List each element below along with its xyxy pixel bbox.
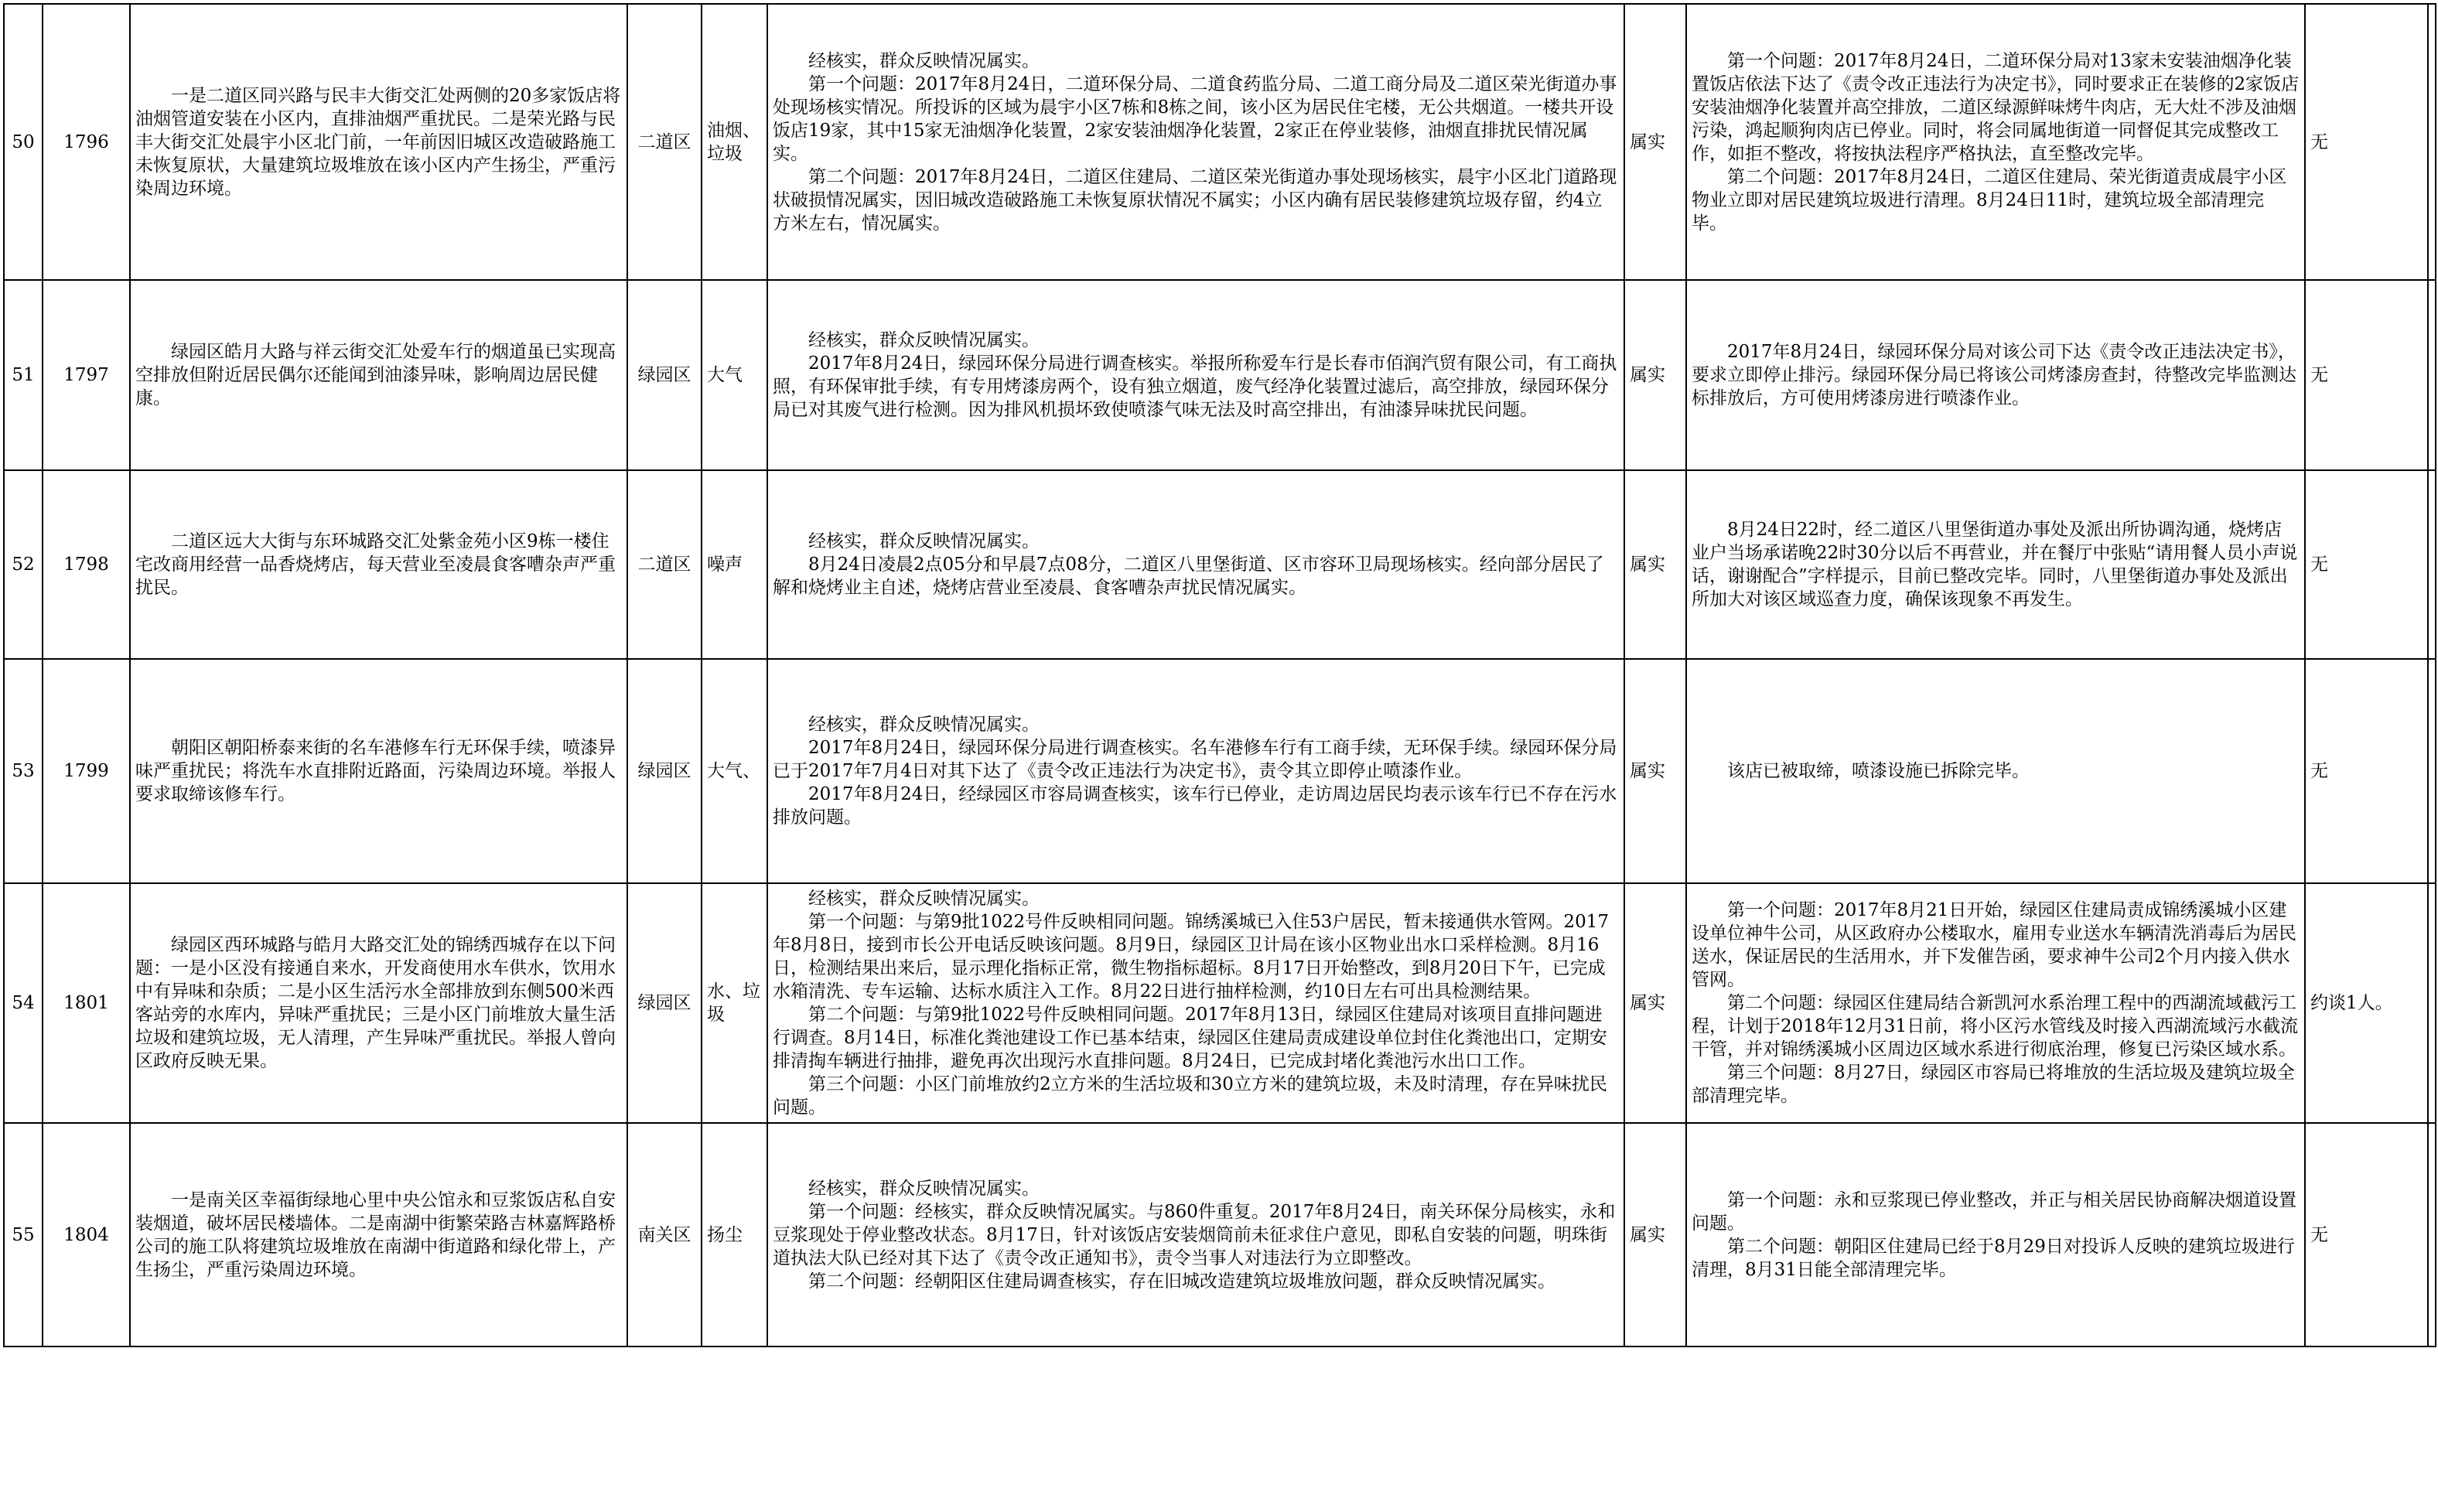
case-id: 1804 bbox=[43, 1123, 130, 1346]
pollution-type: 噪声 bbox=[702, 470, 767, 659]
investigation-result-paragraph: 第一个问题：与第9批1022号件反映相同问题。锦绣溪城已入住53户居民，暂未接通供水管网。2017年8月8日，接到市长公开电话反映该问题。8月9日，绿园区卫计局在该小区物业出水口采样检测。8月16日，检测结果出来后，显示理化指标正常，微生物指标超标。8月17日开始整改，到8月20日下午，已完成水箱清洗、专车运输、达标水质注入工作。8月22日进行抽样检测，约10日左右可出具检测结果。 bbox=[773, 912, 1609, 1002]
investigation-result-paragraph: 第三个问题：小区门前堆放约2立方米的生活垃圾和30立方米的建筑垃圾，未及时清理，存在异味扰民问题。 bbox=[773, 1074, 1607, 1118]
district: 绿园区 bbox=[627, 659, 702, 883]
investigation-result-paragraph: 第二个问题：与第9批1022号件反映相同问题。2017年8月13日，绿园区住建局对该项目直排问题进行调查。8月14日，标准化粪池建设工作已基本结束，绿园区住建局责成建设单位封住化粪池出口，定期安排清掏车辆进行抽排，避免再次出现污水直排问题。8月24日，已完成封堵化粪池污水出口工作。 bbox=[773, 1005, 1607, 1071]
row-number: 55 bbox=[4, 1123, 43, 1346]
handling-result bbox=[1686, 883, 2305, 1123]
complaint-content-paragraph: 二道区远大大街与东环城路交汇处紫金苑小区9栋一楼住宅改商用经营一品香烧烤店，每天营业至凌晨食客嘈杂声严重扰民。 bbox=[135, 531, 616, 598]
district: 二道区 bbox=[627, 4, 702, 280]
blank-column bbox=[2428, 4, 2436, 280]
verdict: 属实 bbox=[1624, 1123, 1686, 1346]
handling-result bbox=[1686, 280, 2305, 470]
investigation-result bbox=[767, 883, 1624, 1123]
table-row bbox=[4, 4, 2436, 280]
complaint-content-paragraph: 朝阳区朝阳桥泰来街的名车港修车行无环保手续，喷漆异味严重扰民；将洗车水直排附近路面，污染周边环境。举报人要求取缔该修车行。 bbox=[135, 738, 616, 804]
handling-result-paragraph: 第二个问题：2017年8月24日，二道区住建局、荣光街道责成晨宇小区物业立即对居民建筑垃圾进行清理。8月24日11时，建筑垃圾全部清理完毕。 bbox=[1692, 166, 2287, 234]
complaint-content bbox=[130, 470, 627, 659]
handling-result-paragraph: 第一个问题：永和豆浆现已停业整改，并正与相关居民协商解决烟道设置问题。 bbox=[1692, 1189, 2296, 1234]
handling-result-paragraph: 2017年8月24日，绿园环保分局对该公司下达《责令改正违法决定书》，要求立即停止排污。绿园环保分局已将该公司烤漆房查封，待整改完毕监测达标排放后，方可使用烤漆房进行喷漆作业。 bbox=[1692, 342, 2296, 408]
investigation-result-paragraph: 2017年8月24日，绿园环保分局进行调查核实。举报所称爱车行是长春市佰润汽贸有限公司，有工商执照，有环保审批手续，有专用烤漆房两个，设有独立烟道，废气经净化装置过滤后，高空排放，绿园环保分局已对其废气进行检测。因为排风机损坏致使喷漆气味无法及时高空排出，有油漆异味扰民问题。 bbox=[773, 353, 1617, 420]
verdict: 属实 bbox=[1624, 883, 1686, 1123]
investigation-result-paragraph: 第一个问题：2017年8月24日，二道环保分局、二道食药监分局、二道工商分局及二道区荣光街道办事处现场核实情况。所投诉的区域为晨宇小区7栋和8栋之间，该小区为居民住宅楼，无公共烟道。一楼共开设饭店19家，其中15家无油烟净化装置，2家安装油烟净化装置，2家正在停业装修，油烟直排扰民情况属实。 bbox=[773, 73, 1617, 164]
verdict: 属实 bbox=[1624, 470, 1686, 659]
complaint-content bbox=[130, 1123, 627, 1346]
pollution-type: 大气、 bbox=[702, 659, 767, 883]
handling-result bbox=[1686, 659, 2305, 883]
investigation-result bbox=[767, 280, 1624, 470]
accountability: 无 bbox=[2305, 659, 2428, 883]
accountability: 无 bbox=[2305, 280, 2428, 470]
investigation-result bbox=[767, 1123, 1624, 1346]
investigation-result-paragraph: 第二个问题：2017年8月24日，二道区住建局、二道区荣光街道办事处现场核实，晨宇小区北门道路现状破损情况属实，因旧城改造破路施工未恢复原状情况不属实；小区内确有居民装修建筑垃圾存留，约4立方米左右，情况属实。 bbox=[773, 166, 1617, 234]
blank-column bbox=[2428, 659, 2436, 883]
investigation-result-paragraph: 经核实，群众反映情况属实。 bbox=[808, 715, 1040, 735]
blank-column bbox=[2428, 470, 2436, 659]
table-row bbox=[4, 470, 2436, 659]
accountability: 无 bbox=[2305, 470, 2428, 659]
handling-result-paragraph: 第二个问题：朝阳区住建局已经于8月29日对投诉人反映的建筑垃圾进行清理，8月31日能全部清理完毕。 bbox=[1692, 1236, 2295, 1280]
row-number: 50 bbox=[4, 4, 43, 280]
investigation-result bbox=[767, 4, 1624, 280]
complaint-content-paragraph: 一是南关区幸福街绿地心里中央公馆永和豆浆饭店私自安装烟道，破坏居民楼墙体。二是南湖中街繁荣路吉林嘉辉路桥公司的施工队将建筑垃圾堆放在南湖中街道路和绿化带上，产生扬尘，严重污染周边环境。 bbox=[135, 1189, 616, 1280]
complaint-content bbox=[130, 280, 627, 470]
table-row bbox=[4, 280, 2436, 470]
case-id: 1796 bbox=[43, 4, 130, 280]
complaint-content bbox=[130, 4, 627, 280]
handling-result-paragraph: 第三个问题：8月27日，绿园区市容局已将堆放的生活垃圾及建筑垃圾全部清理完毕。 bbox=[1692, 1063, 2295, 1106]
district: 绿园区 bbox=[627, 883, 702, 1123]
investigation-result-paragraph: 第二个问题：经朝阳区住建局调查核实，存在旧城改造建筑垃圾堆放问题，群众反映情况属实。 bbox=[808, 1271, 1555, 1292]
investigation-result-paragraph: 2017年8月24日，绿园环保分局进行调查核实。名车港修车行有工商手续，无环保手续。绿园环保分局已于2017年7月4日对其下达了《责令改正违法行为决定书》，责令其立即停止喷漆作业。 bbox=[773, 738, 1617, 781]
accountability: 约谈1人。 bbox=[2305, 883, 2428, 1123]
blank-column bbox=[2428, 1123, 2436, 1346]
verdict: 属实 bbox=[1624, 4, 1686, 280]
complaint-content-paragraph: 绿园区西环城路与皓月大路交汇处的锦绣西城存在以下问题：一是小区没有接通自来水，开发商使用水车供水，饮用水中有异味和杂质；二是小区生活污水全部排放到东侧500米西客站旁的水库内，异味严重扰民；三是小区门前堆放大量生活垃圾和建筑垃圾，无人清理，产生异味严重扰民。举报人曾向区政府反映无果。 bbox=[135, 935, 616, 1071]
pollution-type: 油烟、垃圾 bbox=[702, 4, 767, 280]
investigation-result bbox=[767, 470, 1624, 659]
investigation-result bbox=[767, 659, 1624, 883]
complaint-content-paragraph: 绿园区皓月大路与祥云街交汇处爱车行的烟道虽已实现高空排放但附近居民偶尔还能闻到油漆异味，影响周边居民健康。 bbox=[135, 342, 616, 408]
case-id: 1798 bbox=[43, 470, 130, 659]
complaint-content bbox=[130, 659, 627, 883]
pollution-type: 扬尘 bbox=[702, 1123, 767, 1346]
table-row bbox=[4, 659, 2436, 883]
complaint-table bbox=[3, 3, 2436, 1347]
handling-result bbox=[1686, 470, 2305, 659]
pollution-type: 水、垃圾 bbox=[702, 883, 767, 1123]
district: 南关区 bbox=[627, 1123, 702, 1346]
row-number: 52 bbox=[4, 470, 43, 659]
verdict: 属实 bbox=[1624, 659, 1686, 883]
table-row bbox=[4, 883, 2436, 1123]
complaint-content bbox=[130, 883, 627, 1123]
investigation-result-paragraph: 2017年8月24日，经绿园区市容局调查核实，该车行已停业，走访周边居民均表示该车行已不存在污水排放问题。 bbox=[773, 784, 1617, 828]
district: 二道区 bbox=[627, 470, 702, 659]
accountability: 无 bbox=[2305, 4, 2428, 280]
case-id: 1797 bbox=[43, 280, 130, 470]
accountability: 无 bbox=[2305, 1123, 2428, 1346]
investigation-result-paragraph: 经核实，群众反映情况属实。 bbox=[808, 1178, 1040, 1199]
handling-result-paragraph: 第一个问题：2017年8月24日，二道环保分局对13家未安装油烟净化装置饭店依法下达了《责令改正违法行为决定书》，同时要求正在装修的2家饭店安装油烟净化装置并高空排放，二道区绿源鲜味烤牛肉店，无大灶不涉及油烟污染，鸿起顺狗肉店已停业。同时，将会同属地街道一同督促其完成整改工作，如拒不整改，将按执法程序严格执法，直至整改完毕。 bbox=[1692, 50, 2300, 164]
investigation-result-paragraph: 经核实，群众反映情况属实。 bbox=[808, 531, 1040, 551]
handling-result-paragraph: 第一个问题：2017年8月21日开始，绿园区住建局责成锦绣溪城小区建设单位神牛公司，从区政府办公楼取水，雇用专业送水车辆清洗消毒后为居民送水，保证居民的生活用水，并下发催告函，要求神牛公司2个月内接入供水管网。 bbox=[1692, 900, 2296, 990]
investigation-result-paragraph: 经核实，群众反映情况属实。 bbox=[808, 889, 1040, 909]
investigation-result-paragraph: 经核实，群众反映情况属实。 bbox=[808, 330, 1040, 350]
investigation-result-paragraph: 经核实，群众反映情况属实。 bbox=[808, 50, 1040, 71]
row-number: 51 bbox=[4, 280, 43, 470]
investigation-result-paragraph: 8月24日凌晨2点05分和早晨7点08分，二道区八里堡街道、区市容环卫局现场核实。经向部分居民了解和烧烤业主自述，烧烤店营业至凌晨、食客嘈杂声扰民情况属实。 bbox=[773, 555, 1604, 598]
district: 绿园区 bbox=[627, 280, 702, 470]
case-id: 1801 bbox=[43, 883, 130, 1123]
pollution-type: 大气 bbox=[702, 280, 767, 470]
handling-result bbox=[1686, 1123, 2305, 1346]
row-number: 53 bbox=[4, 659, 43, 883]
handling-result-paragraph: 该店已被取缔，喷漆设施已拆除完毕。 bbox=[1727, 761, 2030, 781]
verdict: 属实 bbox=[1624, 280, 1686, 470]
investigation-result-paragraph: 第一个问题：经核实，群众反映情况属实。与860件重复。2017年8月24日，南关环保分局核实，永和豆浆现处于停业整改状态。8月17日，针对该饭店安装烟筒前未征求住户意见，即私自安装的问题，明珠街道执法大队已经对其下达了《责令改正通知书》，责令当事人对违法行为立即整改。 bbox=[773, 1201, 1616, 1268]
handling-result-paragraph: 8月24日22时，经二道区八里堡街道办事处及派出所协调沟通，烧烤店业户当场承诺晚22时30分以后不再营业，并在餐厅中张贴“请用餐人员小声说话，谢谢配合”字样提示，目前已整改完毕。同时，八里堡街道办事处及派出所加大对该区域巡查力度，确保该现象不再发生。 bbox=[1692, 520, 2298, 609]
handling-result-paragraph: 第二个问题：绿园区住建局结合新凯河水系治理工程中的西湖流域截污工程，计划于2018年12月31日前，将小区污水管线及时接入西湖流域污水截流干管，并对锦绣溪城小区周边区域水系进行彻底治理，修复已污染区域水系。 bbox=[1692, 993, 2299, 1060]
table-row bbox=[4, 1123, 2436, 1346]
blank-column bbox=[2428, 280, 2436, 470]
row-number: 54 bbox=[4, 883, 43, 1123]
case-id: 1799 bbox=[43, 659, 130, 883]
blank-column bbox=[2428, 883, 2436, 1123]
complaint-content-paragraph: 一是二道区同兴路与民丰大街交汇处两侧的20多家饭店将油烟管道安装在小区内，直排油烟严重扰民。二是荣光路与民丰大街交汇处晨宇小区北门前，一年前因旧城区改造破路施工未恢复原状，大量建筑垃圾堆放在该小区内产生扬尘，严重污染周边环境。 bbox=[135, 85, 621, 199]
handling-result bbox=[1686, 4, 2305, 280]
